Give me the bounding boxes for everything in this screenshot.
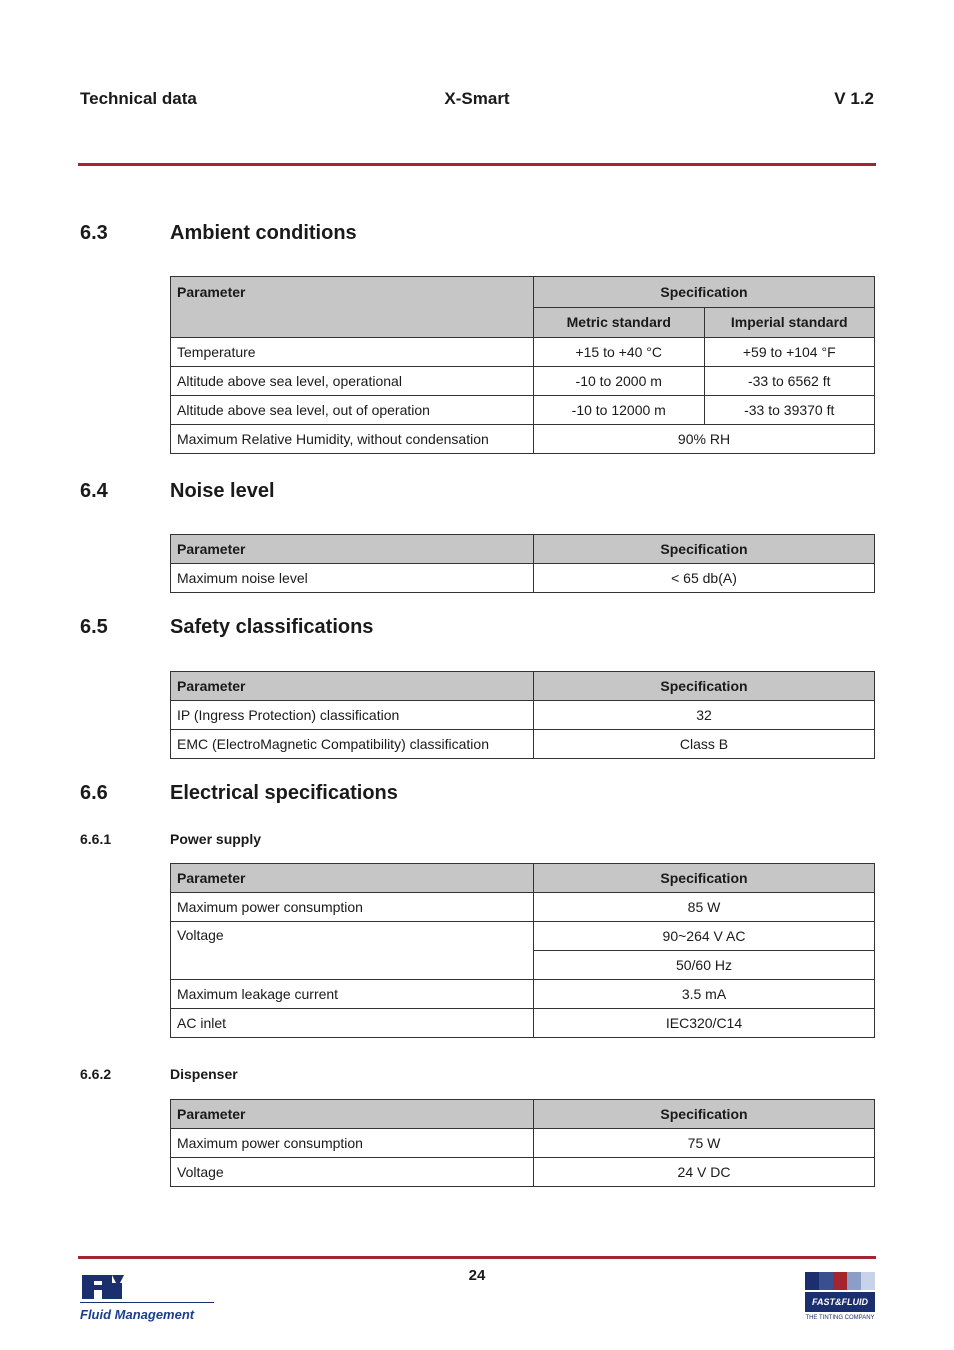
subsection-title: Dispenser — [170, 1066, 238, 1082]
fm-mark-icon — [80, 1273, 215, 1303]
subsection-heading-dispenser — [80, 1066, 238, 1082]
value-cell: 90% RH — [534, 425, 875, 454]
param-cell: Maximum power consumption — [171, 1129, 534, 1158]
fm-logo-text: Fluid Management — [80, 1307, 195, 1322]
param-cell: Maximum Relative Humidity, without condensation — [171, 425, 534, 454]
metric-cell: -10 to 12000 m — [534, 396, 705, 425]
imperial-cell: -33 to 6562 ft — [704, 367, 875, 396]
table-row — [171, 564, 875, 593]
imperial-cell: -33 to 39370 ft — [704, 396, 875, 425]
table-row — [171, 1129, 875, 1158]
value-cell: IEC320/C14 — [534, 1009, 875, 1038]
param-cell: IP (Ingress Protection) classification — [171, 701, 534, 730]
table-header-row — [171, 277, 875, 308]
value-cell: Class B — [534, 730, 875, 759]
section-title: Noise level — [170, 480, 275, 502]
noise-table — [170, 534, 875, 593]
header-doc-title: Technical data — [80, 89, 197, 108]
value-cell: < 65 db(A) — [534, 564, 875, 593]
table-row — [171, 980, 875, 1009]
section-number: 6.5 — [80, 616, 108, 638]
section-heading-ambient — [80, 222, 357, 245]
metric-cell: +15 to +40 °C — [534, 338, 705, 367]
value-cell: 32 — [534, 701, 875, 730]
section-heading-noise — [80, 480, 275, 503]
table-header-row — [171, 535, 875, 564]
subsection-heading-power — [80, 831, 261, 847]
subsection-title: Power supply — [170, 831, 262, 847]
param-cell: Altitude above sea level, operational — [171, 367, 534, 396]
header-specification: Specification — [534, 277, 875, 308]
header-parameter: Parameter — [171, 535, 534, 564]
param-cell: Maximum noise level — [171, 564, 534, 593]
param-cell: Altitude above sea level, out of operation — [171, 396, 534, 425]
header-parameter: Parameter — [171, 864, 534, 893]
table-row — [171, 922, 875, 951]
param-cell: Voltage — [171, 922, 534, 980]
param-cell: Temperature — [171, 338, 534, 367]
table-header-row — [171, 864, 875, 893]
section-number: 6.3 — [80, 222, 108, 244]
fast-fluid-logo — [805, 1272, 875, 1324]
header-parameter: Parameter — [171, 1100, 534, 1129]
color-swatch-icon — [805, 1272, 875, 1290]
table-header-row — [171, 672, 875, 701]
safety-table — [170, 671, 875, 759]
power-table — [170, 863, 875, 1038]
param-cell: AC inlet — [171, 1009, 534, 1038]
table-row — [171, 367, 875, 396]
ambient-table — [170, 276, 875, 454]
section-heading-safety — [80, 616, 373, 639]
table-row — [171, 701, 875, 730]
value-cell: 75 W — [534, 1129, 875, 1158]
table-row — [171, 1158, 875, 1187]
header-imperial: Imperial standard — [704, 307, 875, 338]
param-cell: EMC (ElectroMagnetic Compatibility) classification — [171, 730, 534, 759]
table-row — [171, 730, 875, 759]
fluid-management-logo — [80, 1273, 215, 1325]
page-number: 24 — [468, 1267, 486, 1284]
section-title: Electrical specifications — [170, 782, 398, 804]
header-specification: Specification — [534, 864, 875, 893]
table-row — [171, 338, 875, 367]
header-specification: Specification — [534, 672, 875, 701]
section-heading-electrical — [80, 782, 398, 805]
header-parameter: Parameter — [171, 277, 534, 338]
table-row — [171, 1009, 875, 1038]
header-parameter: Parameter — [171, 672, 534, 701]
param-cell: Voltage — [171, 1158, 534, 1187]
value-cell: 3.5 mA — [534, 980, 875, 1009]
header-version: V 1.2 — [834, 89, 874, 108]
section-title: Safety classifications — [170, 616, 374, 638]
param-cell: Maximum power consumption — [171, 893, 534, 922]
table-row — [171, 425, 875, 454]
section-number: 6.6 — [80, 782, 108, 804]
dispenser-table — [170, 1099, 875, 1187]
subsection-number: 6.6.2 — [80, 1066, 112, 1082]
value-cell: 90~264 V AC — [534, 922, 875, 951]
table-header-row — [171, 1100, 875, 1129]
value-cell: 85 W — [534, 893, 875, 922]
param-cell: Maximum leakage current — [171, 980, 534, 1009]
imperial-cell: +59 to +104 °F — [704, 338, 875, 367]
table-row — [171, 893, 875, 922]
header-product: X-Smart — [444, 89, 510, 108]
value-cell: 24 V DC — [534, 1158, 875, 1187]
ff-logo-text: FAST&FLUID — [805, 1292, 875, 1312]
header-specification: Specification — [534, 1100, 875, 1129]
value-cell: 50/60 Hz — [534, 951, 875, 980]
metric-cell: -10 to 2000 m — [534, 367, 705, 396]
header-metric: Metric standard — [534, 307, 705, 338]
table-row — [171, 396, 875, 425]
section-title: Ambient conditions — [170, 222, 357, 244]
ff-tagline: THE TINTING COMPANY — [805, 1315, 875, 1321]
subsection-number: 6.6.1 — [80, 831, 112, 847]
footer-rule — [78, 1256, 876, 1259]
section-number: 6.4 — [80, 480, 108, 502]
header-rule — [78, 163, 876, 166]
header-specification: Specification — [534, 535, 875, 564]
